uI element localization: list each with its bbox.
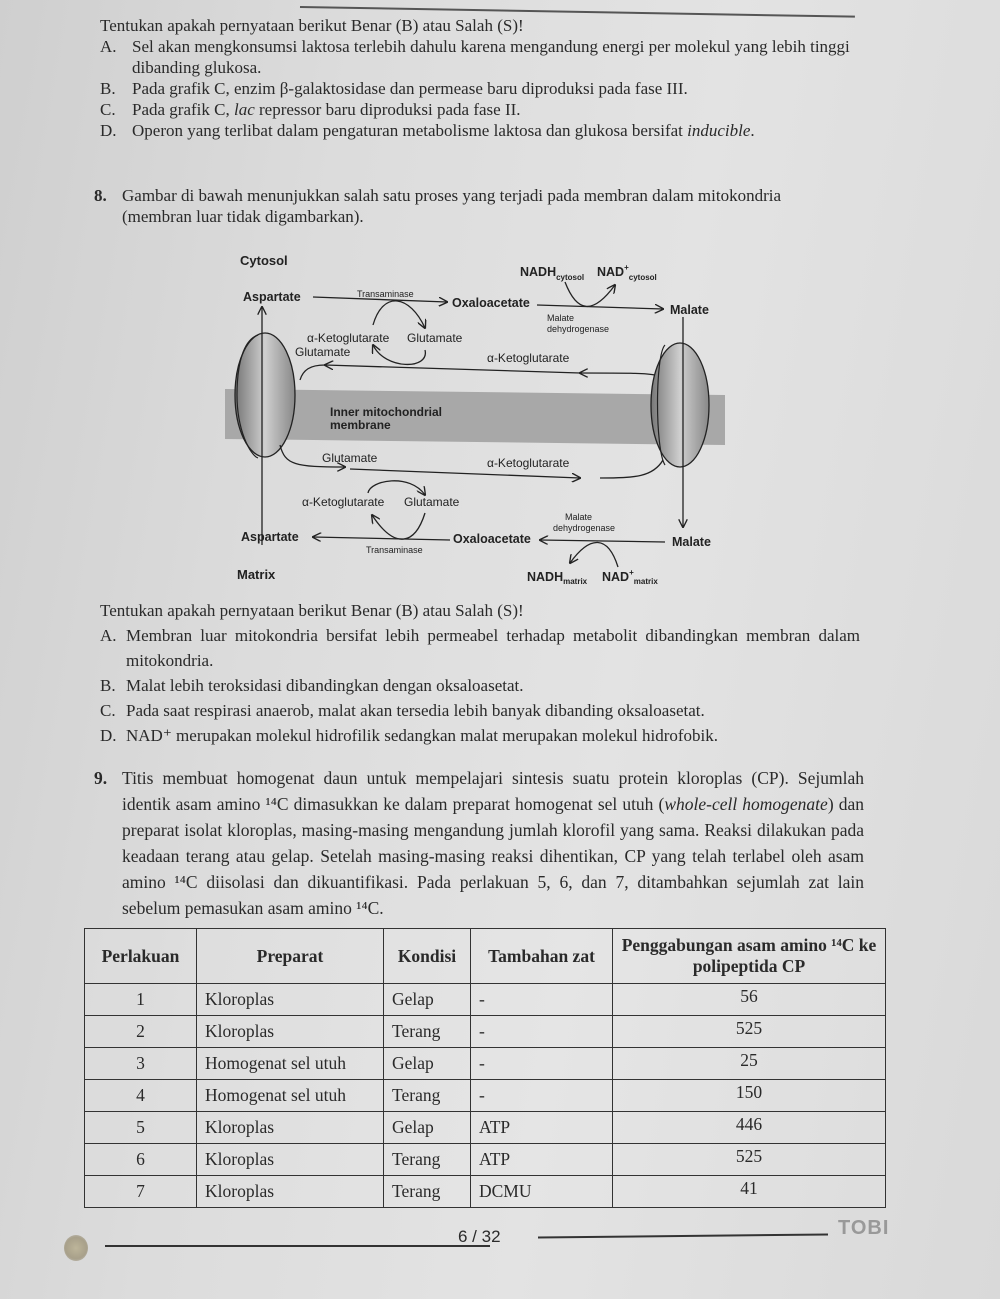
previous-option-d [100,120,860,141]
option-text: Malat lebih teroksidasi dibandingkan dengan oksaloasetat. [126,676,524,695]
akg-into-right-transporter [600,460,663,478]
q8-option-d [100,723,860,748]
cell-tambahan-zat: DCMU [471,1176,613,1208]
akg-cytosol-label: α-Ketoglutarate [307,331,390,345]
glutamate-into-left-transporter [300,365,325,380]
option-text: NAD⁺ merupakan molekul hidrofilik sedangkan malat merupakan molekul hidrofobik. [126,726,719,745]
option-text-part: Operon yang terlibat dalam pengaturan metabolisme laktosa dan glukosa bersifat [132,121,688,140]
cell-kondisi: Terang [384,1144,471,1176]
question-text-part: Titis membuat homogenat daun untuk mempelajari sintesis suatu protein kloroplas (CP). Sejumlah identik asam amino ¹⁴C dimasukkan ke dalam preparat homogenat sel utuh ( [122,768,864,814]
header-penggabungan: Penggabungan asam amino ¹⁴C ke polipeptida CP [613,929,886,984]
results-table [84,928,886,1208]
oxaloacetate-cytosol-label: Oxaloacetate [452,296,530,310]
membrane-label-2: membrane [330,418,391,432]
oxaloacetate-to-aspartate-arrow [313,537,450,540]
cell-kondisi: Gelap [384,1048,471,1080]
nadh-cytosol-label: $NADH_{cytosol}$ [520,265,585,282]
glutamate-matrix-label-1: Glutamate [322,451,378,465]
ministry-emblem-icon [64,1235,88,1261]
cell-penggabungan: 41 [613,1176,886,1208]
cell-penggabungan: 446 [613,1112,886,1144]
malate-cytosol-label: Malate [670,303,709,317]
table-body [85,984,886,1208]
table-row [85,1144,886,1176]
cytosol-label: Cytosol [240,253,288,268]
question-text [122,765,864,921]
previous-option-a [100,36,860,78]
akg-matrix-label-1: α-Ketoglutarate [487,456,570,470]
akg-matrix-label-2: α-Ketoglutarate [302,495,385,509]
cell-perlakuan: 3 [85,1048,197,1080]
glutamate-cytosol-label-1: Glutamate [407,331,463,345]
cell-tambahan-zat: ATP [471,1144,613,1176]
question-number: 9. [94,768,108,788]
header-perlakuan: Perlakuan [85,929,197,984]
option-text-italic: lac [233,100,255,119]
glutamate-return-loop [373,345,425,364]
nadh-cytosol-loop [565,282,615,306]
question-text-part: ) dan preparat isolat kloroplas, masing-masing mengandung jumlah klorofil yang sama. Reaksi dilakukan pada keadaan terang atau gelap. Setelah masing-masing reaksi dihentikan, CP yang telah terlabel oleh asam amino ¹⁴C diisolasi dan dikuantifikasi. Pada perlakuan 5, 6, dan 7, ditambahkan sejumlah zat lain sebelum pemasukan asam amino ¹⁴C. [122,794,864,918]
cell-preparat: Kloroplas [197,1144,384,1176]
transaminase-top-label: Transaminase [357,289,414,299]
cell-penggabungan: 525 [613,1144,886,1176]
option-text: Pada grafik C, enzim β-galaktosidase dan permease baru diproduksi pada fase III. [132,79,688,98]
akg-to-glutamate-arrow [325,365,580,373]
nad-matrix-loop [570,542,618,567]
cell-perlakuan: 1 [85,984,197,1016]
q8-option-b [100,673,860,698]
question-8-statements [100,598,860,748]
cell-tambahan-zat: - [471,1080,613,1112]
table-row [85,984,886,1016]
option-text-italic: inducible [687,121,751,140]
malate-dh-top-label-1: Malate [547,313,575,323]
table-row [85,1048,886,1080]
cell-perlakuan: 7 [85,1176,197,1208]
header-preparat: Preparat [197,929,384,984]
glutamate-to-akg-arrow-matrix [350,469,580,478]
option-key: B. [100,676,116,695]
aspartate-matrix-label: Aspartate [241,530,299,544]
cell-preparat: Kloroplas [197,1016,384,1048]
malate-dh-top-label-2: dehydrogenase [547,324,610,334]
page-number: 6 / 32 [458,1227,501,1246]
cell-tambahan-zat: - [471,1048,613,1080]
cell-tambahan-zat: ATP [471,1112,613,1144]
option-text-part: repressor baru diproduksi pada fase II. [254,100,521,119]
table-row [85,1176,886,1208]
cell-tambahan-zat: - [471,984,613,1016]
option-key: D. [100,726,117,745]
oxaloacetate-matrix-label: Oxaloacetate [453,532,531,546]
cell-penggabungan: 525 [613,1016,886,1048]
header-tambahan-zat: Tambahan zat [471,929,613,984]
table-row [85,1112,886,1144]
matrix-label: Matrix [237,567,276,582]
question-text-italic: whole-cell homogenate [664,794,828,814]
cell-kondisi: Terang [384,1080,471,1112]
option-key: A. [100,37,117,56]
transaminase-loop-top [373,301,425,328]
header-kondisi: Kondisi [384,929,471,984]
malate-aspartate-shuttle-diagram [225,245,725,595]
option-key: C. [100,100,116,119]
cell-tambahan-zat: - [471,1016,613,1048]
nad-cytosol-label: $NAD^+_{cytosol}$ [597,263,657,282]
question-8-intro: Tentukan apakah pernyataan berikut Benar (B) atau Salah (S)! [100,601,524,620]
cell-kondisi: Terang [384,1176,471,1208]
question-text: Gambar di bawah menunjukkan salah satu proses yang terjadi pada membran dalam mitokondria (membran luar tidak digambarkan). [122,186,782,226]
cell-perlakuan: 2 [85,1016,197,1048]
cell-penggabungan: 150 [613,1080,886,1112]
cell-kondisi: Gelap [384,984,471,1016]
malate-matrix-label: Malate [672,535,711,549]
previous-question-intro: Tentukan apakah pernyataan berikut Benar (B) atau Salah (S)! [100,16,524,35]
cell-perlakuan: 4 [85,1080,197,1112]
aspartate-cytosol-label: Aspartate [243,290,301,304]
cell-preparat: Homogenat sel utuh [197,1048,384,1080]
question-number: 8. [94,186,107,205]
tobi-logo: TOBI [838,1217,890,1239]
footer-rule-left [105,1245,490,1247]
cell-preparat: Kloroplas [197,1176,384,1208]
previous-option-c [100,99,860,120]
option-text: Membran luar mitokondria bersifat lebih permeabel terhadap metabolit dibandingkan membran dalam mitokondria. [126,626,860,670]
footer-rule-right [538,1233,828,1238]
q8-option-c [100,698,860,723]
question-9 [94,765,864,921]
malate-to-oxaloacetate-arrow [540,540,665,542]
cell-penggabungan: 25 [613,1048,886,1080]
malate-dh-matrix-label-2: dehydrogenase [553,523,616,533]
akg-cytosol-label-2: α-Ketoglutarate [487,351,570,365]
transaminase-matrix-label: Transaminase [366,545,423,555]
table-row [85,1016,886,1048]
option-text-part: . [750,121,755,140]
table-header-row [85,929,886,984]
nadh-matrix-label: $NADH_{matrix}$ [527,570,588,586]
cell-kondisi: Terang [384,1016,471,1048]
transaminase-loop-matrix [372,513,425,539]
nad-matrix-label: $NAD^+_{matrix}$ [602,568,658,586]
option-key: B. [100,79,116,98]
cell-perlakuan: 6 [85,1144,197,1176]
option-text-part: Pada grafik C, [132,100,234,119]
option-text [132,120,755,141]
table-row [85,1080,886,1112]
previous-option-b [100,78,860,99]
membrane-label-1: Inner mitochondrial [330,405,443,419]
cell-preparat: Kloroplas [197,984,384,1016]
option-text: Sel akan mengkonsumsi laktosa terlebih dahulu karena mengandung energi per molekul yang lebih tinggi dibanding glukosa. [132,37,850,77]
option-text: Pada saat respirasi anaerob, malat akan tersedia lebih banyak dibanding oksaloasetat. [126,701,705,720]
option-text [132,99,521,120]
glutamate-matrix-label-2: Glutamate [404,495,460,509]
option-key: C. [100,701,116,720]
option-key: A. [100,626,117,645]
transaminase-loop-mid [368,481,425,495]
glutamate-cytosol-label-2: Glutamate [295,345,351,359]
option-key: D. [100,121,117,140]
right-transporter [651,343,709,467]
page-footer [60,1217,960,1265]
previous-question [100,15,860,141]
oxaloacetate-to-malate-arrow [537,305,663,309]
cell-perlakuan: 5 [85,1112,197,1144]
akg-from-right-transporter [580,373,655,375]
q8-option-a [100,623,860,673]
cell-kondisi: Gelap [384,1112,471,1144]
left-transporter [235,333,295,458]
cell-penggabungan: 56 [613,984,886,1016]
membrane-band [225,389,725,445]
cell-preparat: Homogenat sel utuh [197,1080,384,1112]
cell-preparat: Kloroplas [197,1112,384,1144]
malate-dh-matrix-label-1: Malate [565,512,593,522]
question-8 [94,185,854,227]
